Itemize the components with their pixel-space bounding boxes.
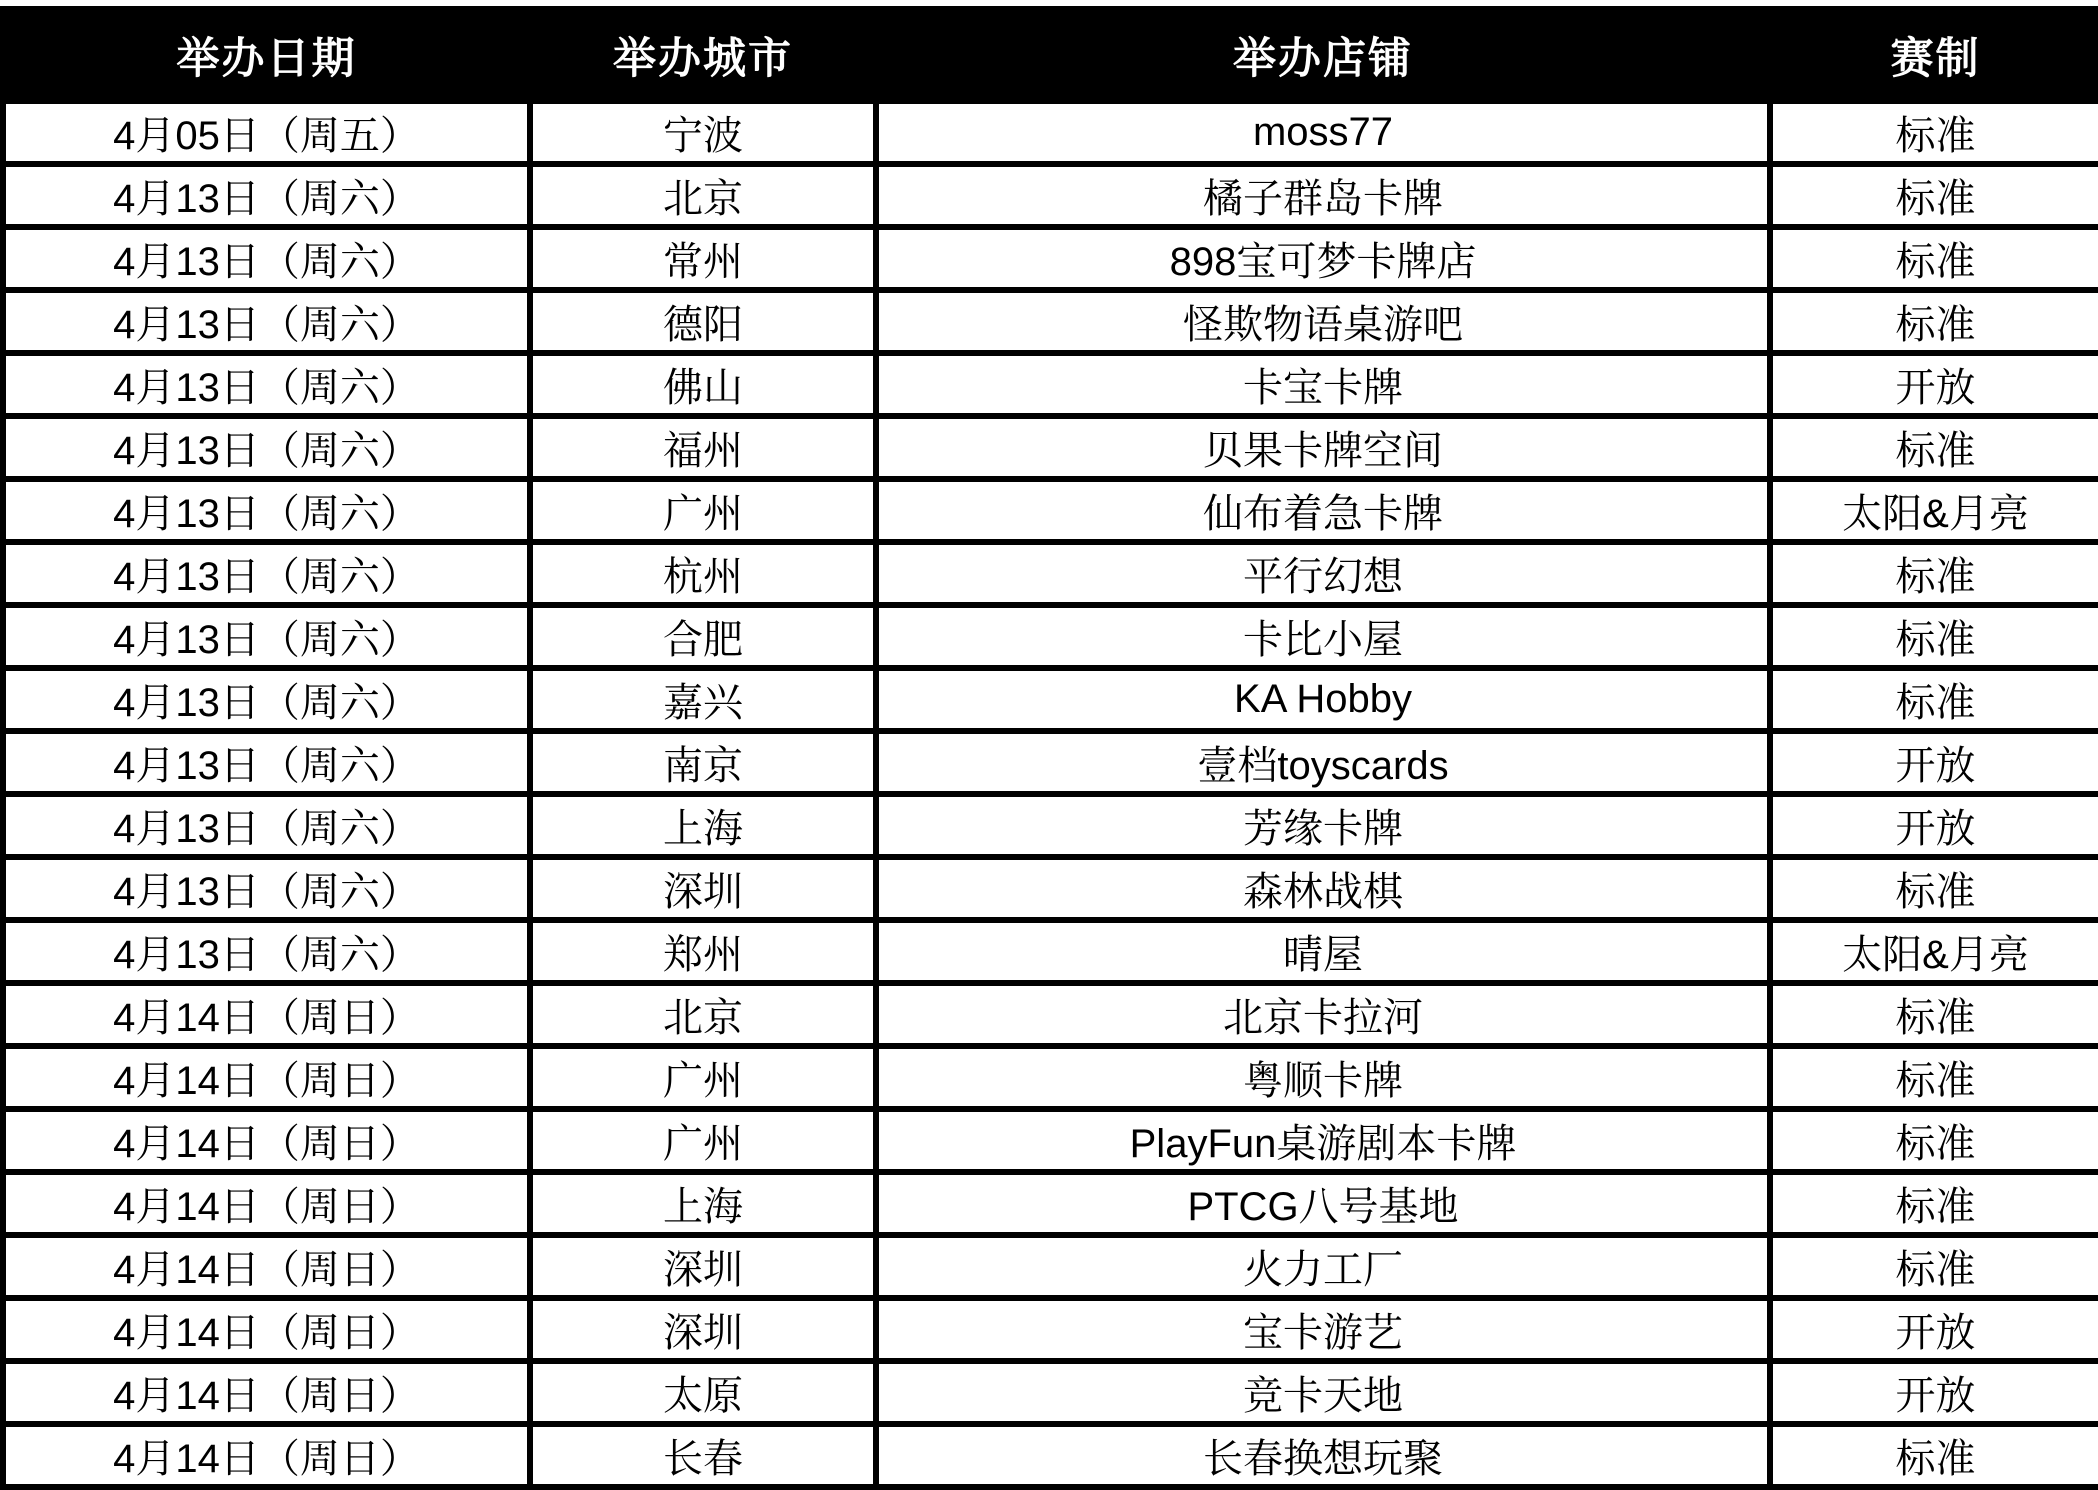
shop-cell: 橘子群岛卡牌: [876, 164, 1770, 227]
city-cell: 合肥: [530, 605, 876, 668]
format-cell: 标准: [1770, 164, 2098, 227]
city-cell: 长春: [530, 1424, 876, 1487]
format-cell: 标准: [1770, 1172, 2098, 1235]
table-row: [3, 227, 2098, 290]
city-cell: 太原: [530, 1361, 876, 1424]
format-cell: 标准: [1770, 857, 2098, 920]
format-cell: 开放: [1770, 1298, 2098, 1361]
date-cell: 4月13日（周六）: [3, 542, 530, 605]
shop-cell: 森林战棋: [876, 857, 1770, 920]
format-cell: 标准: [1770, 1235, 2098, 1298]
city-cell: 南京: [530, 731, 876, 794]
format-cell: 标准: [1770, 668, 2098, 731]
shop-cell: 仙布着急卡牌: [876, 479, 1770, 542]
format-cell: 开放: [1770, 731, 2098, 794]
format-cell: 标准: [1770, 1046, 2098, 1109]
format-cell: 标准: [1770, 542, 2098, 605]
table-row: [3, 1361, 2098, 1424]
table-row: [3, 920, 2098, 983]
shop-cell: 粤顺卡牌: [876, 1046, 1770, 1109]
table-header: [3, 9, 2098, 101]
city-cell: 北京: [530, 983, 876, 1046]
shop-cell: 卡比小屋: [876, 605, 1770, 668]
format-cell: 开放: [1770, 1361, 2098, 1424]
date-cell: 4月13日（周六）: [3, 668, 530, 731]
shop-cell: 晴屋: [876, 920, 1770, 983]
city-cell: 福州: [530, 416, 876, 479]
city-cell: 广州: [530, 479, 876, 542]
table-row: [3, 1172, 2098, 1235]
format-cell: 开放: [1770, 353, 2098, 416]
shop-cell: 贝果卡牌空间: [876, 416, 1770, 479]
date-cell: 4月14日（周日）: [3, 983, 530, 1046]
date-cell: 4月14日（周日）: [3, 1298, 530, 1361]
shop-cell: 怪欺物语桌游吧: [876, 290, 1770, 353]
city-cell: 宁波: [530, 101, 876, 164]
date-cell: 4月13日（周六）: [3, 227, 530, 290]
shop-cell: PlayFun桌游剧本卡牌: [876, 1109, 1770, 1172]
city-cell: 北京: [530, 164, 876, 227]
table-row: [3, 605, 2098, 668]
header-row: [3, 9, 2098, 101]
table-row: [3, 353, 2098, 416]
city-cell: 深圳: [530, 1235, 876, 1298]
format-cell: 太阳&月亮: [1770, 920, 2098, 983]
event-schedule-table: [0, 6, 2098, 1490]
date-cell: 4月13日（周六）: [3, 164, 530, 227]
table-row: [3, 668, 2098, 731]
column-header-format: 赛制: [1770, 9, 2098, 101]
date-cell: 4月14日（周日）: [3, 1424, 530, 1487]
format-cell: 标准: [1770, 983, 2098, 1046]
format-cell: 太阳&月亮: [1770, 479, 2098, 542]
format-cell: 标准: [1770, 416, 2098, 479]
table-row: [3, 731, 2098, 794]
table-row: [3, 101, 2098, 164]
table-row: [3, 416, 2098, 479]
shop-cell: PTCG八号基地: [876, 1172, 1770, 1235]
date-cell: 4月14日（周日）: [3, 1109, 530, 1172]
column-header-date: 举办日期: [3, 9, 530, 101]
shop-cell: 火力工厂: [876, 1235, 1770, 1298]
table-row: [3, 164, 2098, 227]
city-cell: 上海: [530, 794, 876, 857]
city-cell: 德阳: [530, 290, 876, 353]
shop-cell: 898宝可梦卡牌店: [876, 227, 1770, 290]
format-cell: 标准: [1770, 227, 2098, 290]
date-cell: 4月13日（周六）: [3, 920, 530, 983]
table-row: [3, 479, 2098, 542]
date-cell: 4月13日（周六）: [3, 416, 530, 479]
format-cell: 标准: [1770, 290, 2098, 353]
date-cell: 4月14日（周日）: [3, 1046, 530, 1109]
format-cell: 开放: [1770, 794, 2098, 857]
city-cell: 广州: [530, 1046, 876, 1109]
city-cell: 嘉兴: [530, 668, 876, 731]
shop-cell: 竞卡天地: [876, 1361, 1770, 1424]
date-cell: 4月14日（周日）: [3, 1172, 530, 1235]
shop-cell: KA Hobby: [876, 668, 1770, 731]
city-cell: 杭州: [530, 542, 876, 605]
table-row: [3, 1235, 2098, 1298]
format-cell: 标准: [1770, 605, 2098, 668]
date-cell: 4月13日（周六）: [3, 857, 530, 920]
shop-cell: 卡宝卡牌: [876, 353, 1770, 416]
date-cell: 4月13日（周六）: [3, 353, 530, 416]
table-row: [3, 857, 2098, 920]
format-cell: 标准: [1770, 1109, 2098, 1172]
table-row: [3, 1298, 2098, 1361]
format-cell: 标准: [1770, 101, 2098, 164]
table-row: [3, 1109, 2098, 1172]
date-cell: 4月13日（周六）: [3, 479, 530, 542]
city-cell: 深圳: [530, 857, 876, 920]
table-row: [3, 290, 2098, 353]
date-cell: 4月13日（周六）: [3, 605, 530, 668]
shop-cell: 宝卡游艺: [876, 1298, 1770, 1361]
city-cell: 上海: [530, 1172, 876, 1235]
column-header-shop: 举办店铺: [876, 9, 1770, 101]
date-cell: 4月05日（周五）: [3, 101, 530, 164]
city-cell: 广州: [530, 1109, 876, 1172]
city-cell: 佛山: [530, 353, 876, 416]
shop-cell: 壹档toyscards: [876, 731, 1770, 794]
date-cell: 4月14日（周日）: [3, 1361, 530, 1424]
shop-cell: 长春换想玩聚: [876, 1424, 1770, 1487]
shop-cell: moss77: [876, 101, 1770, 164]
table-row: [3, 794, 2098, 857]
table-row: [3, 983, 2098, 1046]
shop-cell: 北京卡拉河: [876, 983, 1770, 1046]
shop-cell: 平行幻想: [876, 542, 1770, 605]
column-header-city: 举办城市: [530, 9, 876, 101]
table-row: [3, 542, 2098, 605]
city-cell: 常州: [530, 227, 876, 290]
date-cell: 4月13日（周六）: [3, 290, 530, 353]
format-cell: 标准: [1770, 1424, 2098, 1487]
shop-cell: 芳缘卡牌: [876, 794, 1770, 857]
table-body: [3, 101, 2098, 1487]
date-cell: 4月14日（周日）: [3, 1235, 530, 1298]
table-row: [3, 1424, 2098, 1487]
date-cell: 4月13日（周六）: [3, 794, 530, 857]
city-cell: 郑州: [530, 920, 876, 983]
table-row: [3, 1046, 2098, 1109]
date-cell: 4月13日（周六）: [3, 731, 530, 794]
city-cell: 深圳: [530, 1298, 876, 1361]
